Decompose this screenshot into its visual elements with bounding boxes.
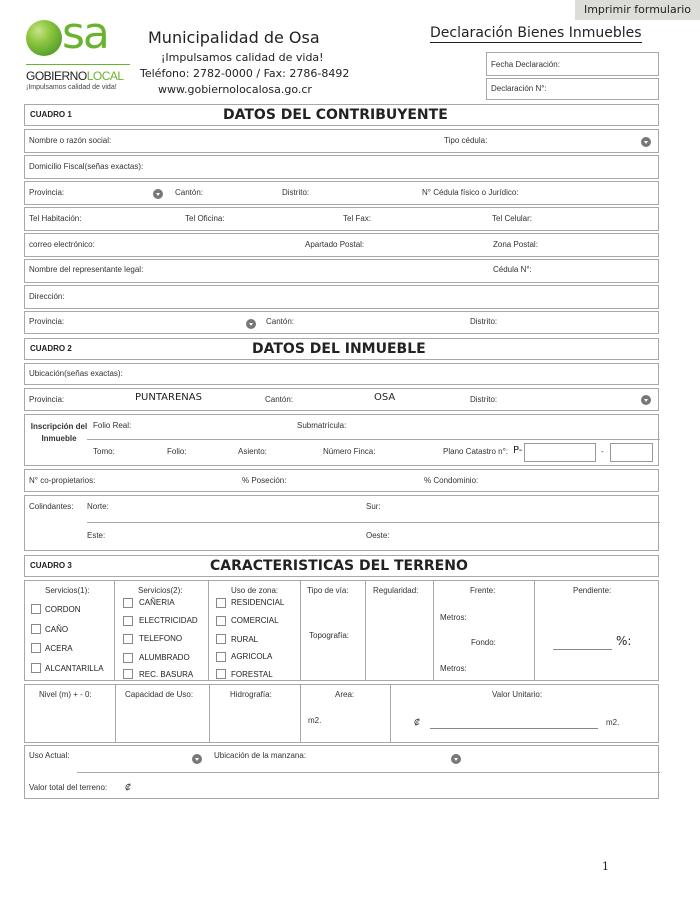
row-ubicacion[interactable] <box>24 363 659 385</box>
uso-actual-section <box>24 745 659 799</box>
divider <box>115 685 116 742</box>
metros-fondo-label: Metros: <box>440 664 467 673</box>
condominio-label: % Condominio: <box>424 476 479 485</box>
valor-total-currency: ₡ <box>125 783 131 792</box>
submatricula-label: Submatrícula: <box>297 421 347 430</box>
valor-unitario-unit: m2. <box>606 718 620 727</box>
divider <box>534 581 535 680</box>
checkbox-forestal[interactable] <box>216 669 226 679</box>
row-provincia <box>24 181 659 205</box>
ubicacion-manzana-label: Ubicación de la manzana: <box>214 751 307 760</box>
inscripcion-label: Inscripción del Inmueble <box>30 422 88 443</box>
checkbox-cordon[interactable] <box>31 604 41 614</box>
cuadro2-title: DATOS DEL INMUEBLE <box>252 341 426 357</box>
plano-prefix: P- <box>513 445 523 456</box>
cuadro3-title: CARACTERISTICAS DEL TERRENO <box>210 558 468 574</box>
folio-label: Folio: <box>167 447 187 456</box>
checkbox-comercial[interactable] <box>216 616 226 626</box>
domicilio-label: Domicilio Fiscal(señas exactas): <box>29 162 144 171</box>
topografia-label: Topografía: <box>309 631 350 640</box>
pendiente-percent: %: <box>616 634 632 648</box>
asiento-label: Asiento: <box>238 447 267 456</box>
cuadro1-label: CUADRO 1 <box>30 110 72 119</box>
checkbox-cano[interactable] <box>31 624 41 634</box>
declaracion-numero-field[interactable] <box>486 78 659 100</box>
valor-total-label: Valor total del terreno: <box>29 783 108 792</box>
metros-frente-label: Metros: <box>440 613 467 622</box>
row-provincia-rep <box>24 311 659 334</box>
ubicacion-manzana-dropdown-icon[interactable] <box>451 754 461 764</box>
tel-habitacion-label: Tel Habitación: <box>29 214 82 223</box>
divider <box>208 581 209 680</box>
checkbox-label: RURAL <box>231 635 259 644</box>
uso-actual-dropdown-icon[interactable] <box>192 754 202 764</box>
row-correo <box>24 233 659 257</box>
plano-catastro-label: Plano Catastro n°: <box>443 447 509 456</box>
row-nombre <box>24 129 659 153</box>
divider <box>365 581 366 680</box>
checkbox-label: TELEFONO <box>139 634 183 643</box>
checkbox-label: CAÑO <box>45 625 69 634</box>
copropietarios-label: N° co-propietarios: <box>29 476 96 485</box>
valor-unitario-input-line[interactable] <box>430 728 598 729</box>
checkbox-label: COMERCIAL <box>231 616 279 625</box>
canton-label: Cantón: <box>175 188 204 197</box>
provincia-label: Provincia: <box>29 188 65 197</box>
area-unit: m2. <box>308 716 322 725</box>
colon-symbol: ₡ <box>414 718 420 727</box>
distrito-inmueble-label: Distrito: <box>470 395 498 404</box>
phone-fax: Teléfono: 2782-0000 / Fax: 2786-8492 <box>140 67 350 80</box>
canton-inmueble-value: OSA <box>374 392 396 403</box>
canton-rep-label: Cantón: <box>266 317 295 326</box>
uso-zona-title: Uso de zona: <box>231 586 279 595</box>
inscripcion-section <box>24 414 659 466</box>
fecha-declaracion-label: Fecha Declaración: <box>491 60 560 69</box>
plano-catastro-suffix-input[interactable] <box>610 443 653 462</box>
divider <box>209 685 210 742</box>
logo-divider <box>26 64 130 65</box>
row-domicilio[interactable] <box>24 155 659 179</box>
colindantes-divider <box>87 522 660 523</box>
divider <box>300 685 301 742</box>
representante-label: Nombre del representante legal: <box>29 265 144 274</box>
checkbox-label: FORESTAL <box>231 670 273 679</box>
checkbox-alumbrado[interactable] <box>123 653 133 663</box>
checkbox-residencial[interactable] <box>216 598 226 608</box>
uso-actual-label: Uso Actual: <box>29 751 70 760</box>
apartado-label: Apartado Postal: <box>305 240 365 249</box>
divider <box>300 581 301 680</box>
area-label: Area: <box>335 690 355 699</box>
checkbox-rural[interactable] <box>216 634 226 644</box>
hidrografia-label: Hidrografía: <box>230 690 272 699</box>
tipo-cedula-label: Tipo cédula: <box>444 136 488 145</box>
checkbox-label: ALUMBRADO <box>139 653 190 662</box>
fecha-declaracion-field[interactable] <box>486 52 659 76</box>
tomo-label: Tomo: <box>93 447 115 456</box>
plano-separator: - <box>601 447 604 456</box>
ubicacion-label: Ubicación(señas exactas): <box>29 369 123 378</box>
provincia-rep-dropdown-icon[interactable] <box>246 319 256 329</box>
print-form-button[interactable]: Imprimir formulario <box>575 0 700 20</box>
direccion-label: Dirección: <box>29 292 65 301</box>
cuadro3-label: CUADRO 3 <box>30 561 72 570</box>
norte-label: Norte: <box>87 502 109 511</box>
checkbox-acera[interactable] <box>31 643 41 653</box>
cuadro3-header <box>24 555 659 577</box>
capacidad-label: Capacidad de Uso: <box>125 690 194 699</box>
uso-actual-divider <box>77 772 660 773</box>
checkbox-electricidad[interactable] <box>123 616 133 626</box>
frente-label: Frente: <box>470 586 496 595</box>
website: www.gobiernolocalosa.go.cr <box>158 83 312 96</box>
tel-fax-label: Tel Fax: <box>343 214 372 223</box>
plano-catastro-input[interactable] <box>524 443 596 462</box>
colindantes-section <box>24 495 659 551</box>
row-provincia-inmueble <box>24 388 659 411</box>
checkbox-label: REC. BASURA <box>139 670 194 679</box>
tel-oficina-label: Tel Oficina: <box>185 214 225 223</box>
canton-inmueble-label: Cantón: <box>265 395 294 404</box>
document-title: Declaración Bienes Inmuebles <box>430 25 642 41</box>
page-number: 1 <box>602 860 609 873</box>
inscripcion-divider <box>87 439 660 440</box>
pendiente-label: Pendiente: <box>573 586 612 595</box>
checkbox-label: ALCANTARILLA <box>45 664 104 673</box>
provincia-inmueble-value: PUNTARENAS <box>135 392 202 403</box>
declaracion-numero-label: Declaración N°: <box>491 84 547 93</box>
cuadro2-header <box>24 338 659 360</box>
cedula-fisico-label: N° Cédula físico o Jurídico: <box>422 188 519 197</box>
divider <box>114 581 115 680</box>
provincia-rep-label: Provincia: <box>29 317 65 326</box>
pendiente-input-line[interactable] <box>553 649 612 650</box>
checkbox-telefono[interactable] <box>123 634 133 644</box>
checkbox-alcantarilla[interactable] <box>31 663 41 673</box>
row-direccion[interactable] <box>24 285 659 309</box>
servicios2-title: Servicios(2): <box>138 586 183 595</box>
regularidad-label: Regularidad: <box>373 586 419 595</box>
checkbox-label: AGRICOLA <box>231 652 273 661</box>
checkbox-label: CORDON <box>45 605 81 614</box>
colindantes-label: Colindantes: <box>29 502 74 511</box>
cedula-rep-label: Cédula N°: <box>493 265 532 274</box>
checkbox-label: ACERA <box>45 644 73 653</box>
distrito-inmueble-dropdown-icon[interactable] <box>641 395 651 405</box>
cuadro1-header <box>24 104 659 126</box>
logo-text: sa <box>62 8 108 59</box>
fondo-label: Fondo: <box>471 638 496 647</box>
logo-ball-icon <box>26 20 62 56</box>
checkbox-agricola[interactable] <box>216 652 226 662</box>
logo <box>26 8 134 98</box>
row-telefonos <box>24 207 659 231</box>
checkbox-label: ELECTRICIDAD <box>139 616 198 625</box>
provincia-inmueble-label: Provincia: <box>29 395 65 404</box>
zona-postal-label: Zona Postal: <box>493 240 538 249</box>
municipality-name: Municipalidad de Osa <box>148 28 320 47</box>
distrito-label: Distrito: <box>282 188 310 197</box>
divider <box>390 685 391 742</box>
logo-gobierno-local <box>26 69 124 83</box>
cuadro2-label: CUADRO 2 <box>30 344 72 353</box>
tel-celular-label: Tel Celular: <box>492 214 533 223</box>
caracteristicas-section <box>24 580 659 681</box>
checkbox-label: CAÑERIA <box>139 598 175 607</box>
valores-section <box>24 684 659 743</box>
logo-local: LOCAL <box>86 69 124 83</box>
logo-slogan: ¡Impulsamos calidad de vida! <box>26 84 117 91</box>
sur-label: Sur: <box>366 502 381 511</box>
posecion-label: % Poseción: <box>242 476 287 485</box>
checkbox-rec-basura[interactable] <box>123 669 133 679</box>
oeste-label: Oeste: <box>366 531 390 540</box>
tipo-via-label: Tipo de vía: <box>307 586 349 595</box>
folio-real-label: Folio Real: <box>93 421 132 430</box>
divider <box>433 581 434 680</box>
distrito-rep-label: Distrito: <box>470 317 498 326</box>
valor-unitario-label: Valor Unitario: <box>492 690 543 699</box>
este-label: Este: <box>87 531 106 540</box>
servicios1-title: Servicios(1): <box>45 586 90 595</box>
row-copropietarios <box>24 469 659 492</box>
slogan: ¡Impulsamos calidad de vida! <box>161 51 324 64</box>
numero-finca-label: Número Finca: <box>323 447 376 456</box>
correo-label: correo electrónico: <box>29 240 95 249</box>
row-representante <box>24 259 659 283</box>
cuadro1-title: DATOS DEL CONTRIBUYENTE <box>223 107 448 123</box>
provincia-dropdown-icon[interactable] <box>153 189 163 199</box>
checkbox-caneria[interactable] <box>123 598 133 608</box>
checkbox-label: RESIDENCIAL <box>231 598 285 607</box>
nombre-label: Nombre o razón social: <box>29 136 112 145</box>
nivel-label: Nivel (m) + - 0: <box>39 690 92 699</box>
logo-gobierno: GOBIERNO <box>26 69 87 83</box>
tipo-cedula-dropdown-icon[interactable] <box>641 137 651 147</box>
